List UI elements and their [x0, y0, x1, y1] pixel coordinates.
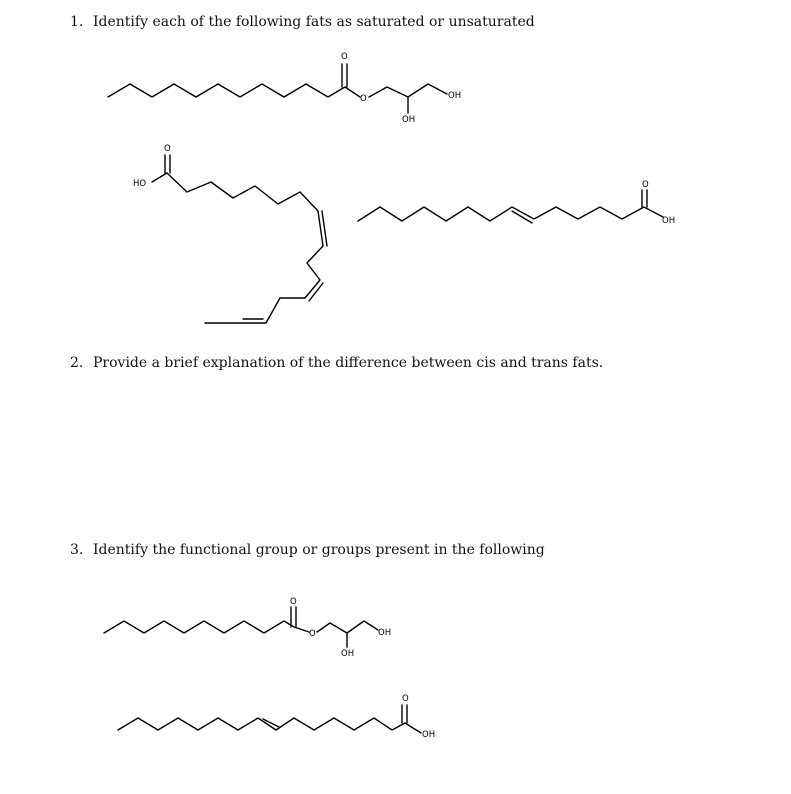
carbonyl-oxygen-label: O [642, 180, 649, 190]
question-3-number: 3. [70, 542, 84, 558]
trans-fatty-acid-structure-2 [118, 694, 435, 740]
question-2-text: Provide a brief explanation of the difference between cis and trans fats. [93, 355, 604, 371]
trans-fatty-acid-structure-1 [358, 180, 675, 226]
hydroxyl-label: OH [422, 730, 436, 740]
question-1-text: Identify each of the following fats as saturated or unsaturated [93, 14, 535, 30]
hydroxyl-label: HO [133, 179, 147, 189]
ester-oxygen-label: O [309, 629, 316, 639]
question-1-number: 1. [70, 14, 84, 30]
carbonyl-oxygen-label: O [402, 694, 409, 704]
hydroxyl-label: OH [662, 216, 676, 226]
carbonyl-oxygen-label: O [341, 52, 348, 62]
hydroxyl-label: OH [378, 628, 392, 638]
hydroxyl-label: OH [341, 649, 355, 659]
carbonyl-oxygen-label: O [164, 144, 171, 154]
monoglyceride-structure-1 [108, 52, 461, 125]
carbonyl-oxygen-label: O [290, 597, 297, 607]
monoglyceride-structure-2 [104, 597, 391, 659]
hydroxyl-label: OH [402, 115, 416, 125]
hydroxyl-label: OH [448, 91, 462, 101]
polyunsaturated-fatty-acid-structure [133, 144, 327, 323]
ester-oxygen-label: O [360, 94, 367, 104]
question-2-number: 2. [70, 355, 84, 371]
question-3-text: Identify the functional group or groups present in the following [93, 542, 545, 558]
